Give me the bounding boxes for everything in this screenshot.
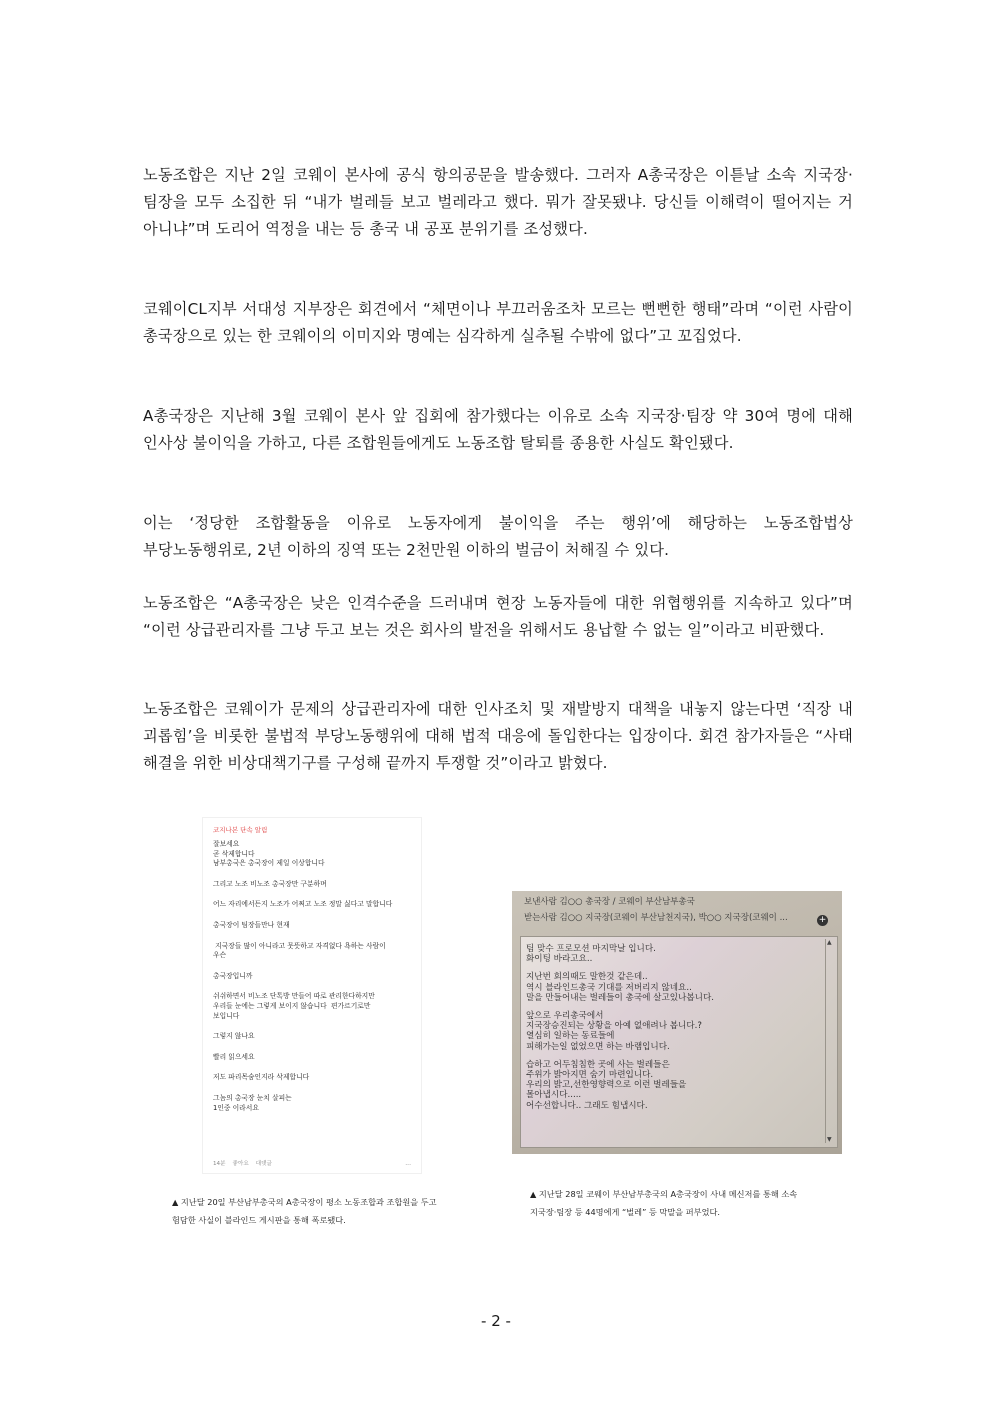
messenger-photo	[512, 891, 842, 1154]
text-line: 총국장입니까	[213, 971, 253, 980]
text-line: 그놈의 총국장 눈치 살피는	[213, 1093, 292, 1102]
blind-post-screenshot	[202, 817, 422, 1174]
page-number: - 2 -	[481, 1312, 511, 1330]
post-header: 코지나본 단속 알림	[213, 826, 268, 834]
message-body	[521, 937, 837, 1111]
post-footer	[213, 1159, 272, 1167]
text-line: 남부총국은 총국장이 제일 이상합니다	[213, 859, 325, 868]
text-line: 1인중 이라서요	[213, 1103, 259, 1112]
scroll-down-icon: ▼	[827, 1136, 832, 1143]
text-line: 주위가 밝아지면 숨기 마련입니다.	[526, 1070, 654, 1081]
caption-left: ▲ 지난달 20일 부산남부총국의 A총국장이 평소 노동조합과 조합원을 두고 험담한 사실이 블라인드 게시판을 통해 폭로됐다.	[172, 1197, 437, 1225]
like-label: 좋아요	[232, 1161, 249, 1167]
post-body	[203, 840, 421, 1113]
recipient-row: 받는사람 김○○ 지국장(코웨이 부산남천지국), 박○○ 지국장(코웨이 ...	[524, 913, 788, 923]
text-line: 곧 삭제합니다	[213, 849, 255, 858]
text-line: 피해가는일 없었으면 하는 바램입니다.	[526, 1041, 670, 1052]
text-line: 빨리 읽으세요	[213, 1052, 255, 1061]
text-line: 팀 맞수 프로모션 마지막날 입니다.	[526, 944, 656, 954]
text-line: 앞으로 우리총국에서	[526, 1011, 604, 1022]
text-line: 습하고 어두침침한 곳에 사는 벌레들은	[526, 1059, 670, 1070]
text-line: 열심히 일하는 동료들에	[526, 1031, 615, 1042]
text-line: 우리들 눈에는 그렇게 보이지 않습니다 편가르기로만	[213, 1001, 371, 1010]
reply-label: 대댓글	[255, 1161, 272, 1167]
text-line: 어수선합니다.. 그래도 힘냅시다.	[526, 1100, 648, 1111]
paragraph-1: 노동조합은 지난 2일 코웨이 본사에 공식 항의공문을 발송했다. 그러자 A총국장은 이튿날 소속 지국장·팀장을 모두 소집한 뒤 “내가 벌레들 보고 벌레라고 했다. 뭐가 잘못됐냐. 당신들 이해력이 떨어지는 거 아니냐”며 도리어 역정을 내는 등 총국 내 공포 분위기를 조성했다.	[143, 166, 853, 238]
text-line: 그리고 노조 비노조 총국장만 구분하며	[213, 879, 327, 888]
text-line: 화이팅 바라고요..	[526, 954, 593, 965]
plus-icon: +	[818, 915, 827, 925]
message-box	[520, 936, 838, 1148]
text-line: 잘보세요	[213, 840, 240, 848]
text-line: 어느 자리에서든지 노조가 어쩌고 노조 정말 싫다고 말합니다	[213, 900, 393, 909]
scrollbar	[825, 939, 835, 1143]
text-line: 보입니다	[213, 1011, 240, 1020]
text-line: 몰아냅시다.....	[526, 1090, 582, 1101]
post-time: 14분	[213, 1161, 226, 1167]
text-line: 지국장승진되는 상황을 아예 없애려나 봅니다.?	[526, 1021, 702, 1032]
paragraph-4: 이는 ‘정당한 조합활동을 이유로 노동자에게 불이익을 주는 행위’에 해당하는 노동조합법상 부당노동행위로, 2년 이하의 징역 또는 2천만원 이하의 벌금이 처해질 수 있다.	[143, 514, 853, 559]
scroll-up-icon: ▲	[827, 939, 832, 946]
text-line: 총국장이 팀장들만나 현재	[213, 920, 290, 929]
text-line: 말을 만들어내는 벌레들이 총국에 살고있나봅니다.	[526, 992, 714, 1003]
paragraph-3: A총국장은 지난해 3월 코웨이 본사 앞 집회에 참가했다는 이유로 소속 지국장·팀장 약 30여 명에 대해 인사상 불이익을 가하고, 다른 조합원들에게도 노동조합 탈퇴를 종용한 사실도 확인됐다.	[143, 407, 853, 452]
text-line: 쉬쉬하면서 비노조 단톡방 만들어 따로 관리한다하지만	[213, 992, 375, 1001]
more-icon: ...	[405, 1160, 411, 1167]
paragraph-5: 노동조합은 “A총국장은 낮은 인격수준을 드러내며 현장 노동자들에 대한 위협행위를 지속하고 있다”며 “이런 상급관리자를 그냥 두고 보는 것은 회사의 발전을 위해서도 용납할 수 없는 일”이라고 비판했다.	[143, 594, 853, 639]
text-line: 지국장들 많이 아니라고 뭇뜻하고 자격없다 욕하는 사람이	[213, 941, 386, 950]
paragraph-2: 코웨이CL지부 서대성 지부장은 회견에서 “체면이나 부끄러움조차 모르는 뻔뻔한 행태”라며 “이런 사람이 총국장으로 있는 한 코웨이의 이미지와 명예는 심각하게 실추될 수밖에 없다”고 꼬집었다.	[143, 300, 853, 345]
text-line: 우리의 밝고,선한영향력으로 이런 벌레들을	[526, 1080, 687, 1091]
text-line: 우슨	[213, 951, 227, 960]
text-line: 그렇지 않나요	[213, 1032, 255, 1041]
text-line: 지난번 회의때도 말한것 같은데..	[526, 972, 648, 983]
paragraph-6: 노동조합은 코웨이가 문제의 상급관리자에 대한 인사조치 및 재발방지 대책을 내놓지 않는다면 ‘직장 내 괴롭힘’을 비롯한 불법적 부당노동행위에 대해 법적 대응에 돌입한다는 입장이다. 회견 참가자들은 “사태 해결을 위한 비상대책기구를 구성해 끝까지 투쟁할 것”이라고 밝혔다.	[143, 700, 853, 772]
text-line: 역시 블라인드총국 기대를 저버리지 않네요..	[526, 982, 692, 993]
sender-row: 보낸사람 김○○ 총국장 / 코웨이 부산남부총국	[524, 897, 695, 907]
caption-right: ▲ 지난달 28일 코웨이 부산남부총국의 A총국장이 사내 메신저를 통해 소속 지국장·팀장 등 44명에게 “벌레” 등 막말을 퍼부었다.	[530, 1189, 798, 1217]
text-line: 저도 파리목숨인지라 삭제합니다	[213, 1073, 310, 1082]
